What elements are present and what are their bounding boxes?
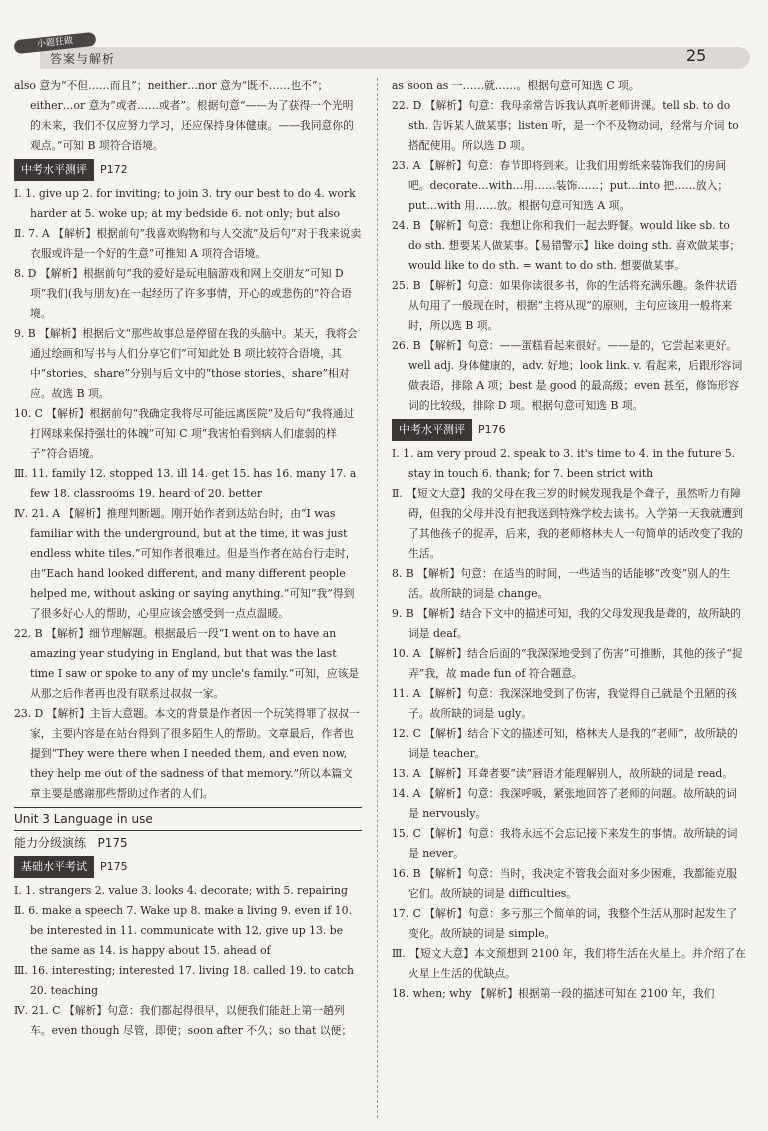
section-page: P175 [100, 860, 128, 873]
answer-item: Ⅱ. 6. make a speech 7. Wake up 8. make a living 9. even if 10. be interested in 11. communicate with 12. give up 13. be the same as 14. is happy about 15. ahead of [14, 904, 352, 957]
answer-item: Ⅳ. 21. A 【解析】推理判断题。刚开始作者到达站台时，由“I was familiar with the underground, but at the time, it was just endless white tiles.”可知作者很难过。但是当作者在站台行走时，由“Each hand looked different, and many different people helped me, without asking or saying anything.”可知“我”得到了很多好心人的帮助，心里应该会感受到一点点温暖。 [14, 507, 357, 620]
column-divider [377, 78, 378, 1118]
section-tag: 中考水平测评 [14, 159, 94, 181]
answer-item: 9. B 【解析】根据后文“那些故事总是停留在我的头脑中。某天，我将会通过绘画和写书与人们分享它们”可知此处 B 项比较符合语境，其中“stories、share”分别与后文中的“those stories、share”相对应。故选 B 项。 [14, 327, 358, 400]
answer-item: 22. D 【解析】句意：我母亲常告诉我认真听老师讲课。tell sb. to do sth. 告诉某人做某事；listen 听，是一个不及物动词，经常与介词 to 搭配使用。所以选 D 项。 [392, 99, 739, 152]
section-tag: 中考水平测评 [392, 419, 472, 441]
answer-item: 23. D 【解析】主旨大意题。本文的背景是作者因一个玩笑得罪了叔叔一家，主要内容是在站台得到了很多陌生人的帮助。文章最后，作者也提到“They were there when I needed them, and even now, they help me out of the sadness of that memory.”所以本篇文章主要是感谢那些帮助过作者的人们。 [14, 707, 360, 800]
section-heading [14, 856, 362, 878]
section-page: P176 [478, 423, 506, 436]
header-bar [40, 47, 750, 69]
answer-item: 10. C 【解析】根据前句“我确定我将尽可能远离医院”及后句“我将通过打网球来保持强壮的体魄”可知 C 项“我害怕看到病人们虚弱的样子”符合语境。 [14, 407, 355, 460]
answer-item: Ⅰ. 1. give up 2. for inviting; to join 3. try our best to do 4. work harder at 5. woke up; at my bedside 6. not only; but also [14, 187, 356, 220]
answer-item: 24. B 【解析】句意：我想让你和我们一起去野餐。would like sb. to do sth. 想要某人做某事。【易错警示】like doing sth. 喜欢做某事；would like to do sth. = want to do sth. 想要做某事。 [392, 219, 741, 272]
answer-item: as soon as 一……就……。根据句意可知选 C 项。 [392, 79, 640, 92]
page-number: 25 [686, 46, 707, 65]
answer-item: 8. B 【解析】句意：在适当的时间，一些适当的话能够“改变”别人的生活。故所缺的词是 change。 [392, 567, 731, 600]
answer-item: Ⅰ. 1. am very proud 2. speak to 3. it's time to 4. in the future 5. stay in touch 6. thank; for 7. been strict with [392, 447, 736, 480]
answer-item: 12. C 【解析】结合下文的描述可知，格林夫人是我的“老师”，故所缺的词是 teacher。 [392, 727, 738, 760]
answer-item: Ⅱ. 7. A 【解析】根据前句“我喜欢购物和与人交流”及后句“对于我来说卖衣服或许是一个好的生意”可推知 A 项符合语境。 [14, 227, 362, 260]
answer-item: 17. C 【解析】句意：多亏那三个简单的词，我整个生活从那时起发生了变化。故所缺的词是 simple。 [392, 907, 738, 940]
subsection-page: P175 [97, 836, 128, 850]
right-column [392, 76, 746, 1004]
answer-item: Ⅰ. 1. strangers 2. value 3. looks 4. decorate; with 5. repairing [14, 884, 348, 897]
answer-item: Ⅲ. 【短文大意】本文预想到 2100 年，我们将生活在火星上。并介绍了在火星上生活的优缺点。 [392, 947, 746, 980]
subsection-title: 能力分级演练 [14, 836, 87, 850]
header-title: 答案与解析 [50, 52, 116, 66]
section-tag: 基础水平考试 [14, 856, 94, 878]
unit-title: Unit 3 Language in use [14, 807, 362, 831]
page-header [0, 0, 768, 74]
answer-item: Ⅲ. 16. interesting; interested 17. living 18. called 19. to catch 20. teaching [14, 964, 354, 997]
answer-item: 15. C 【解析】句意：我将永远不会忘记接下来发生的事情。故所缺的词是 never。 [392, 827, 738, 860]
left-column [14, 76, 362, 1041]
answer-item: 22. B 【解析】细节理解题。根据最后一段“I went on to have an amazing year studying in England, but that was the last time I saw or spoke to any of my uncle's family.”可知，应该是从那之后作者再也没有联系过叔叔一家。 [14, 627, 360, 700]
answer-item: 23. A 【解析】句意：春节即将到来。让我们用剪纸来装饰我们的房间吧。decorate…with…用……装饰……；put…into 把……放入；put…with 用……放。根据句意可知选 A 项。 [392, 159, 729, 212]
section-heading [392, 419, 746, 441]
answer-item: Ⅱ. 【短文大意】我的父母在我三岁的时候发现我是个聋子，虽然听力有障碍，但我的父母并没有把我送到特殊学校去读书。入学第一天我就遭到了其他孩子的捉弄，后来，我的老师格林夫人一句简单的话改变了我的生活。 [392, 487, 743, 560]
answer-item: 16. B 【解析】句意：当时，我决定不管我会面对多少困难，我都能克服它们。故所缺的词是 difficulties。 [392, 867, 738, 900]
answer-item: Ⅲ. 11. family 12. stopped 13. ill 14. get 15. has 16. many 17. a few 18. classrooms 19. heard of 20. better [14, 467, 357, 500]
section-page: P172 [100, 163, 128, 176]
answer-item: 14. A 【解析】句意：我深呼吸，紧张地回答了老师的问题。故所缺的词是 nervously。 [392, 787, 737, 820]
paragraph: also 意为“不但……而且”；neither…nor 意为“既不……也不”；either…or 意为“或者……或者”。根据句意“——为了获得一个光明的未来，我们不仅应努力学习，还应保持身体健康。——我同意你的观点。”可知 B 项符合语境。 [14, 79, 354, 152]
subsection-heading [14, 833, 362, 853]
answer-item: Ⅳ. 21. C 【解析】句意：我们都起得很早，以便我们能赶上第一趟列车。even though 尽管，即使；soon after 不久；so that 以便； [14, 1004, 353, 1037]
answer-item: 13. A 【解析】耳聋者要“读”唇语才能理解别人，故所缺的词是 read。 [392, 767, 734, 780]
answer-item: 26. B 【解析】句意：——蛋糕看起来很好。——是的，它尝起来更好。well adj. 身体健康的，adv. 好地；look link. v. 看起来，后跟形容词做表语，排除 A 项；best 是 good 的最高级；even 甚至，修饰形容词的比较级，排除 D 项。根据句意可知选 B 项。 [392, 339, 743, 412]
answer-item: 9. B 【解析】结合下文中的描述可知，我的父母发现我是聋的，故所缺的词是 deaf。 [392, 607, 742, 640]
answer-item: 25. B 【解析】句意：如果你读很多书，你的生活将充满乐趣。条件状语从句用了一般现在时，根据“主将从现”的原则，主句应该用一般将来时，所以选 B 项。 [392, 279, 738, 332]
answer-item: 8. D 【解析】根据前句“我的爱好是玩电脑游戏和网上交朋友”可知 D 项“我们(我与朋友)在一起经历了许多事情，开心的或悲伤的”符合语境。 [14, 267, 352, 320]
book-logo: 小题狂做 [13, 32, 96, 54]
answer-item: 10. A 【解析】结合后面的“我深深地受到了伤害”可推断，其他的孩子“捉弄”我，故 made fun of 符合题意。 [392, 647, 743, 680]
answer-item: 11. A 【解析】句意：我深深地受到了伤害，我觉得自己就是个丑陋的孩子。故所缺的词是 ugly。 [392, 687, 737, 720]
answer-item: 18. when; why 【解析】根据第一段的描述可知在 2100 年，我们 [392, 987, 715, 1000]
section-heading [14, 159, 362, 181]
